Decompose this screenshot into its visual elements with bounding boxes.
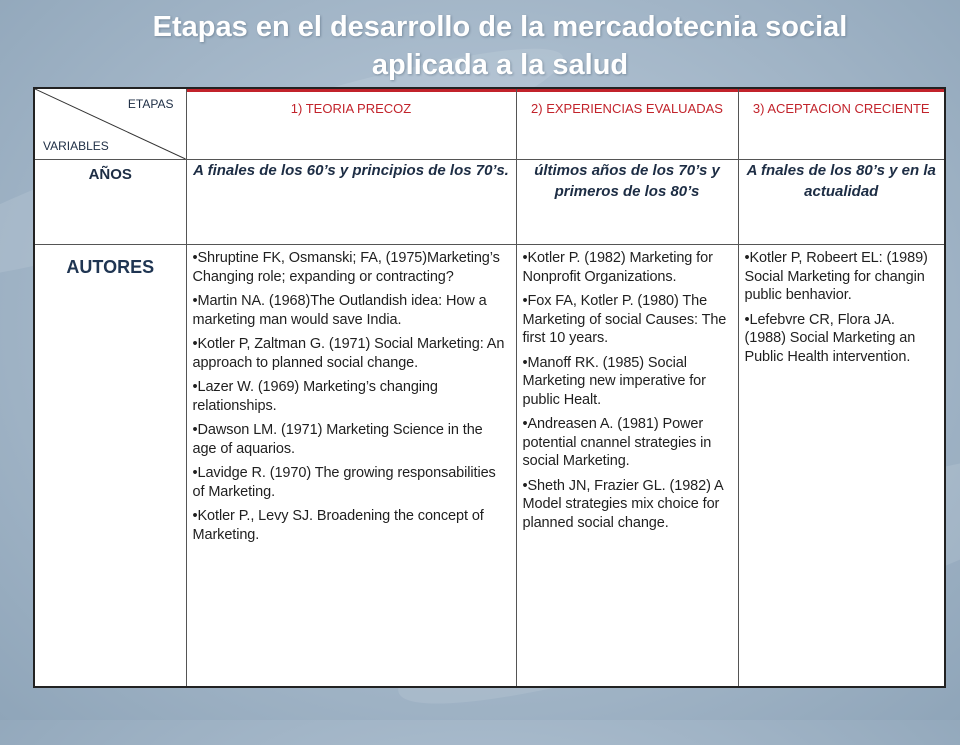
years-value-1: A finales de los 60’s y principios de los 70’s. — [186, 160, 516, 245]
reference-item: • Kotler P, Zaltman G. (1971) Social Marketing: An approach to planned social change. — [193, 335, 510, 372]
corner-cell — [34, 88, 186, 160]
reference-list-3 — [739, 245, 945, 366]
authors-cell-3 — [738, 245, 945, 688]
reference-item: • Manoff RK. (1985) Social Marketing new imperative for public Healt. — [523, 354, 732, 410]
column-header-2 — [516, 88, 738, 160]
reference-list-1 — [187, 245, 516, 544]
stages-table — [33, 87, 946, 688]
column-header-2-label: 2) EXPERIENCIAS EVALUADAS — [517, 89, 738, 117]
header-row — [34, 88, 945, 160]
authors-cell-1 — [186, 245, 516, 688]
column-header-1-label: 1) TEORIA PRECOZ — [187, 89, 516, 117]
reference-item: • Dawson LM. (1971) Marketing Science in the age of aquarios. — [193, 421, 510, 458]
reference-item: • Martin NA. (1968)The Outlandish idea: How a marketing man would save India. — [193, 292, 510, 329]
corner-label-variables: VARIABLES — [43, 139, 109, 153]
reference-item: • Sheth JN, Frazier GL. (1982) A Model strategies mix choice for planned social change. — [523, 477, 732, 533]
reference-item: • Shruptine FK, Osmanski; FA, (1975)Marketing’s Changing role; expanding or contracting? — [193, 249, 510, 286]
reference-item: • Kotler P, Robeert EL: (1989) Social Marketing for changin public benhavior. — [745, 249, 939, 305]
reference-item: • Kotler P., Levy SJ. Broadening the concept of Marketing. — [193, 507, 510, 544]
reference-item: • Andreasen A. (1981) Power potential cnannel strategies in social Marketing. — [523, 415, 732, 471]
authors-row — [34, 245, 945, 688]
reference-list-2 — [517, 245, 738, 532]
row-label-authors: AUTORES — [34, 245, 186, 688]
column-header-1 — [186, 88, 516, 160]
years-row — [34, 160, 945, 245]
row-label-years: AÑOS — [34, 160, 186, 245]
corner-label-etapas: ETAPAS — [127, 97, 174, 111]
years-value-2: últimos años de los 70’s y primeros de los 80’s — [516, 160, 738, 245]
reference-item: • Lavidge R. (1970) The growing responsabilities of Marketing. — [193, 464, 510, 501]
authors-cell-2 — [516, 245, 738, 688]
reference-item: • Lefebvre CR, Flora JA. (1988) Social Marketing an Public Health intervention. — [745, 311, 939, 367]
title-line-1: Etapas en el desarrollo de la mercadotecnia social — [152, 11, 848, 43]
column-header-3 — [738, 88, 945, 160]
reference-item: • Fox FA, Kotler P. (1980) The Marketing of social Causes: The first 10 years. — [523, 292, 732, 348]
reference-item: • Kotler P. (1982) Marketing for Nonprofit Organizations. — [523, 249, 732, 286]
years-value-3: A fnales de los 80’s y en la actualidad — [738, 160, 945, 245]
column-header-3-label: 3) ACEPTACION CRECIENTE — [739, 89, 945, 117]
reference-item: • Lazer W. (1969) Marketing’s changing relationships. — [193, 378, 510, 415]
title-line-2: aplicada a la salud — [371, 49, 629, 81]
slide-title — [0, 8, 960, 84]
